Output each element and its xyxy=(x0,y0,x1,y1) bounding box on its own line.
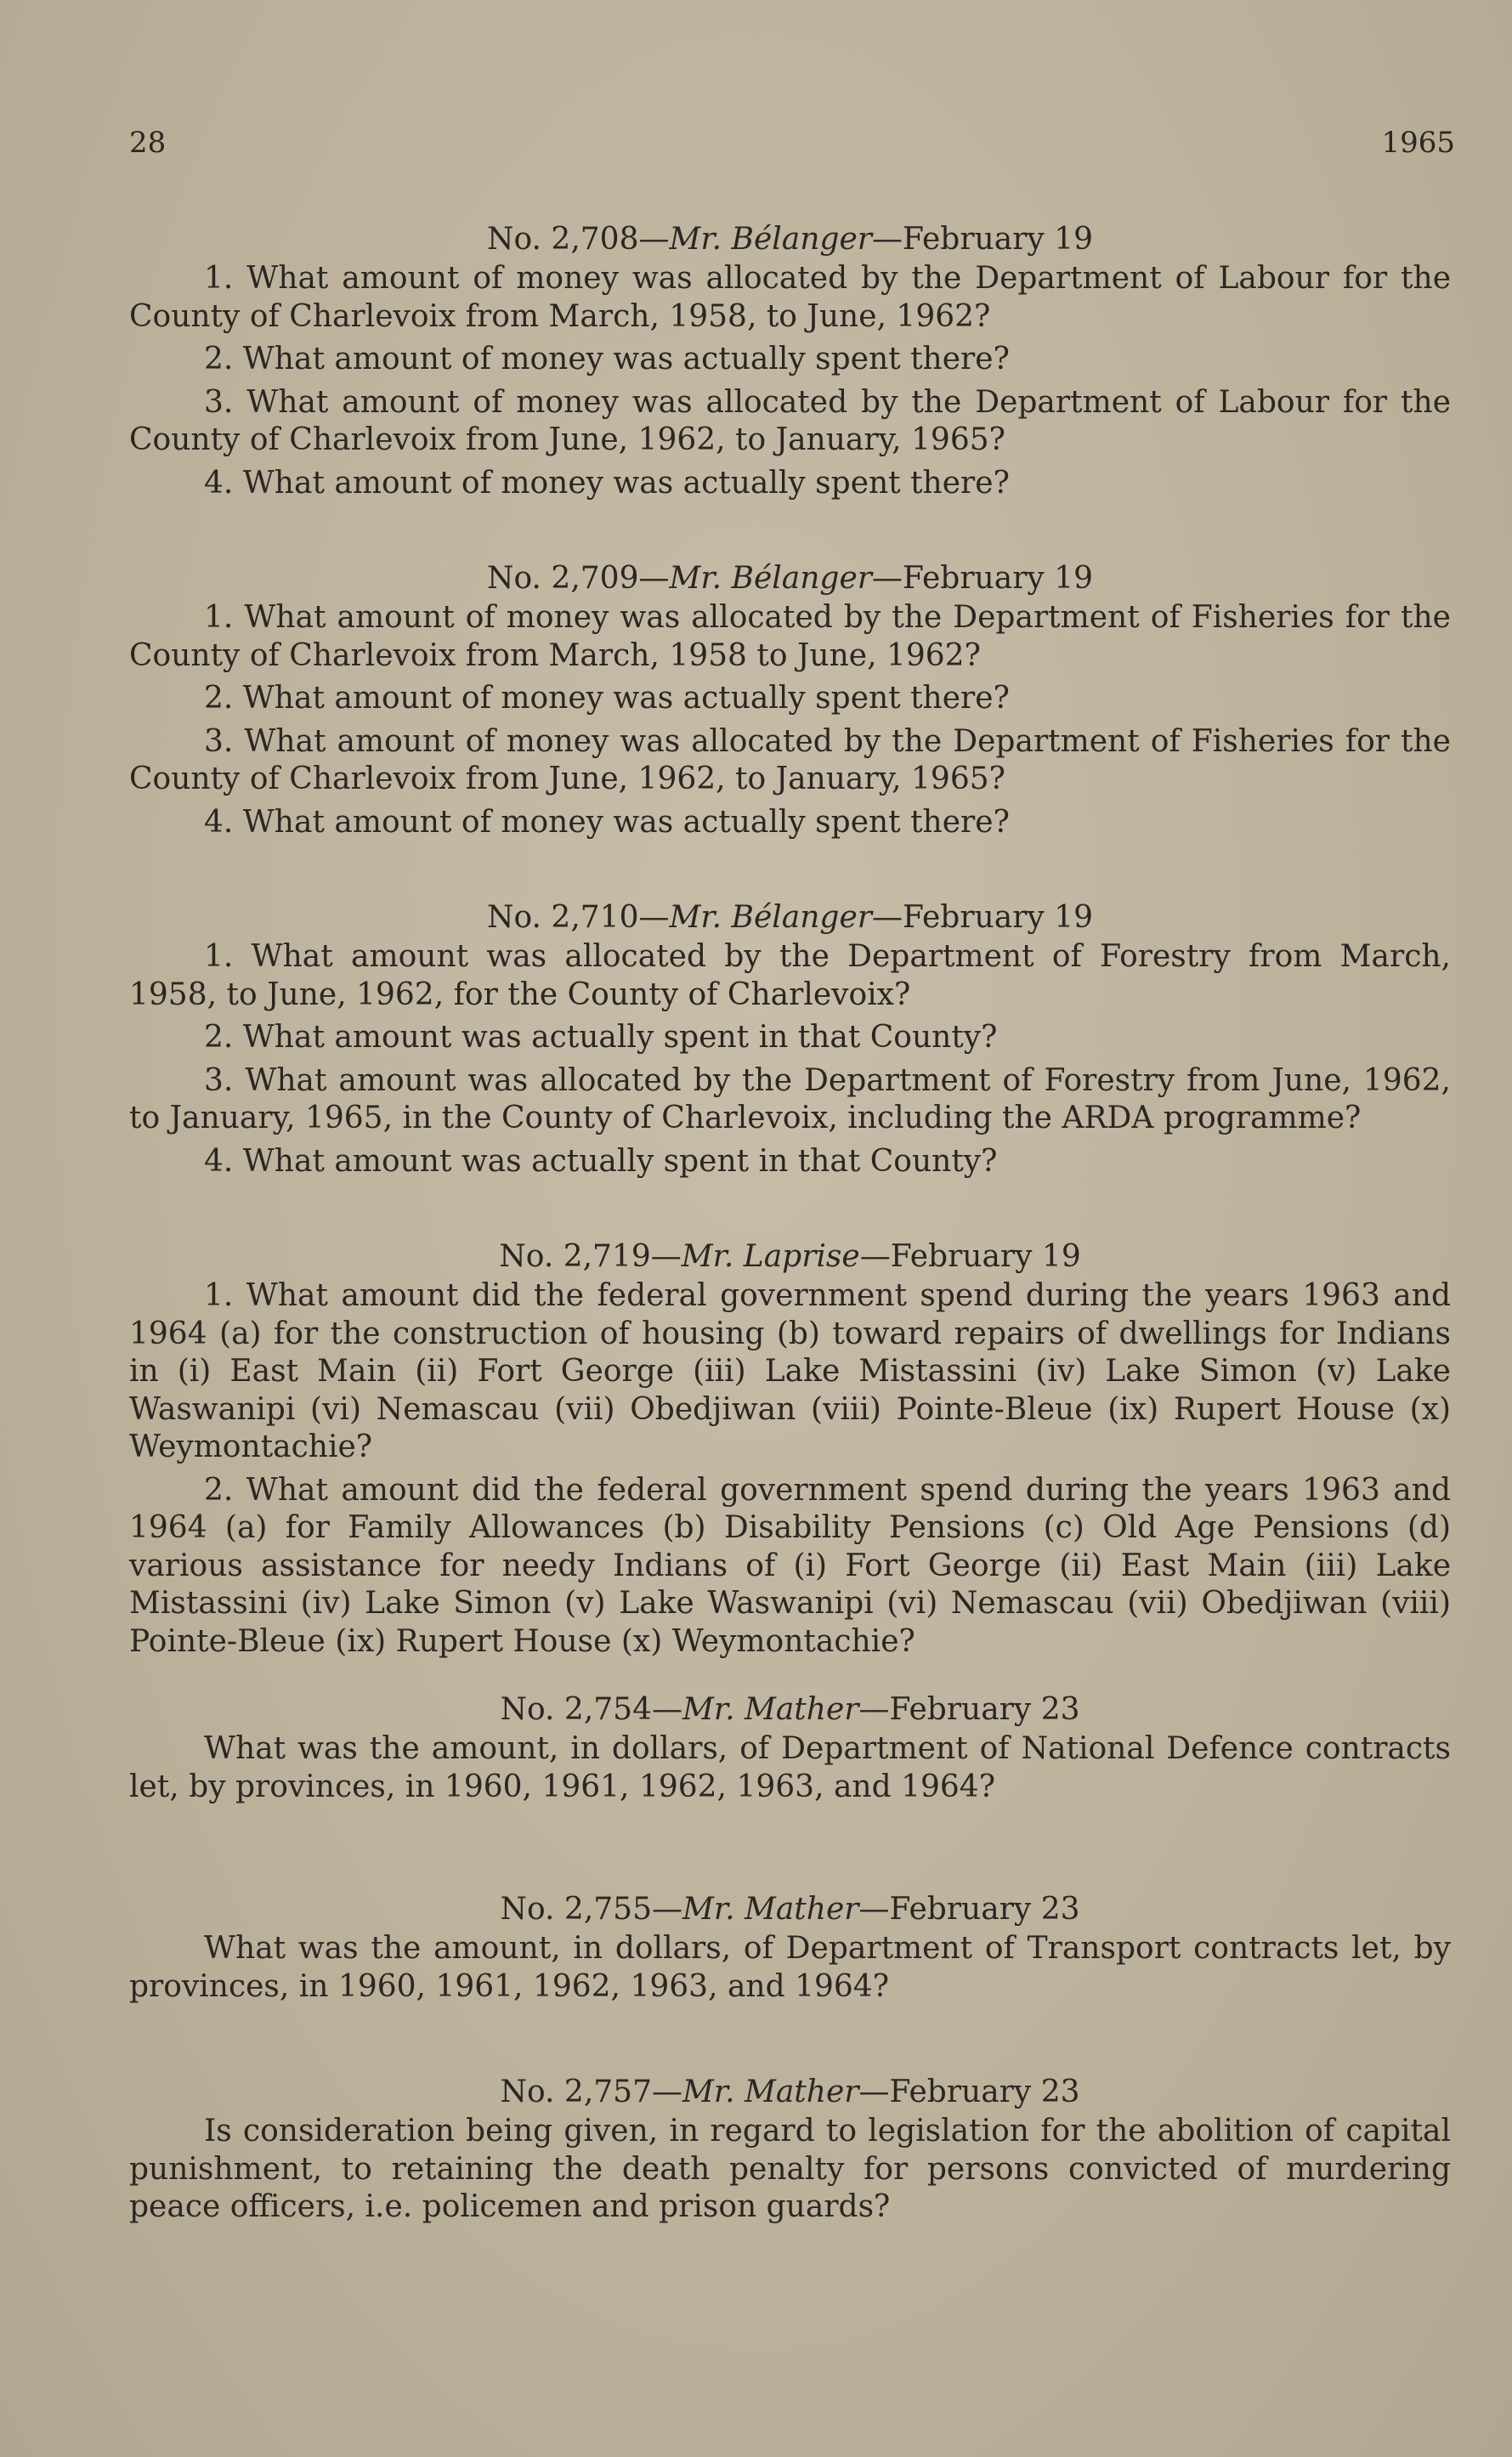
question-date: February 19 xyxy=(902,222,1093,257)
question-paragraph: 3. What amount was allocated by the Department of Forestry from June, 1962, to January, 1965, in the County of Charlevoix, including the ARDA programme? xyxy=(129,1062,1451,1135)
question-number: No. 2,757 xyxy=(500,2075,652,2109)
question-2757 xyxy=(129,2072,1451,2227)
question-member: Mr. Laprise xyxy=(681,1239,860,1274)
question-date: February 23 xyxy=(889,2075,1080,2109)
question-2755 xyxy=(129,1889,1451,2006)
question-number: No. 2,709 xyxy=(487,561,639,596)
question-paragraph: 2. What amount of money was actually spent there? xyxy=(204,681,1010,716)
question-date: February 19 xyxy=(902,900,1093,935)
question-date: February 23 xyxy=(889,1692,1080,1727)
question-number: No. 2,754 xyxy=(500,1692,652,1727)
question-2710 xyxy=(129,897,1451,1180)
question-number: No. 2,708 xyxy=(487,222,639,257)
question-heading: No. 2,708—Mr. Bélanger—February 19 xyxy=(487,222,1093,257)
question-date: February 23 xyxy=(889,1892,1080,1927)
question-paragraph: 4. What amount of money was actually spent there? xyxy=(204,465,1010,501)
page-header xyxy=(129,126,1455,163)
question-date: February 19 xyxy=(890,1239,1081,1274)
question-paragraph: 4. What amount of money was actually spent there? xyxy=(204,804,1010,840)
question-paragraph: What was the amount, in dollars, of Department of National Defence contracts let, by provinces, in 1960, 1961, 1962, 1963, and 1964? xyxy=(129,1731,1451,1804)
question-date: February 19 xyxy=(902,561,1093,596)
question-paragraph: 1. What amount was allocated by the Department of Forestry from March, 1958, to June, 1962, for the County of Charlevoix? xyxy=(129,939,1451,1012)
question-number: No. 2,719 xyxy=(499,1239,651,1274)
question-number: No. 2,710 xyxy=(487,900,639,935)
question-number: No. 2,755 xyxy=(500,1892,652,1927)
question-paragraph: 1. What amount of money was allocated by the Department of Labour for the County of Charlevoix from March, 1958, to June, 1962? xyxy=(129,261,1451,334)
question-member: Mr. Bélanger xyxy=(669,561,872,596)
question-heading: No. 2,719—Mr. Laprise—February 19 xyxy=(499,1239,1081,1274)
question-paragraph: 2. What amount was actually spent in that County? xyxy=(204,1020,998,1055)
question-2709 xyxy=(129,558,1451,841)
question-member: Mr. Mather xyxy=(682,2075,859,2109)
question-heading: No. 2,754—Mr. Mather—February 23 xyxy=(500,1692,1080,1727)
question-paragraph: 1. What amount of money was allocated by the Department of Fisheries for the County of Charlevoix from March, 1958 to June, 1962? xyxy=(129,600,1451,673)
question-heading: No. 2,709—Mr. Bélanger—February 19 xyxy=(487,561,1093,596)
question-member: Mr. Bélanger xyxy=(669,900,872,935)
document-page xyxy=(129,0,1455,2457)
question-member: Mr. Mather xyxy=(682,1692,859,1727)
question-paragraph: 2. What amount did the federal government spend during the years 1963 and 1964 (a) for Family Allowances (b) Disability Pensions (c) Old Age Pensions (d) various assistance for needy Indians of (i) Fort George (ii) East Main (iii) Lake Mistassini (iv) Lake Simon (v) Lake Waswanipi (vi) Nemascau (vii) Obedjiwan (viii) Pointe-Bleue (ix) Rupert House (x) Weymontachie? xyxy=(129,1472,1451,1659)
question-member: Mr. Bélanger xyxy=(669,222,872,257)
question-paragraph: 4. What amount was actually spent in that County? xyxy=(204,1143,998,1179)
question-paragraph: 1. What amount did the federal government spend during the years 1963 and 1964 (a) for the construction of housing (b) toward repairs of dwellings for Indians in (i) East Main (ii) Fort George (iii) Lake Mistassini (iv) Lake Simon (v) Lake Waswanipi (vi) Nemascau (vii) Obedjiwan (viii) Pointe-Bleue (ix) Rupert House (x) Weymontachie? xyxy=(129,1278,1451,1464)
question-heading: No. 2,755—Mr. Mather—February 23 xyxy=(500,1892,1080,1927)
questions-list xyxy=(129,219,1451,2232)
page-number: 28 xyxy=(129,126,167,160)
question-paragraph: 3. What amount of money was allocated by the Department of Fisheries for the County of Charlevoix from June, 1962, to January, 1965? xyxy=(129,723,1451,796)
question-paragraph: What was the amount, in dollars, of Department of Transport contracts let, by provinces, in 1960, 1961, 1962, 1963, and 1964? xyxy=(129,1931,1451,2004)
question-2708 xyxy=(129,219,1451,502)
header-year: 1965 xyxy=(1381,126,1455,160)
question-paragraph: 3. What amount of money was allocated by the Department of Labour for the County of Charlevoix from June, 1962, to January, 1965? xyxy=(129,384,1451,457)
question-2754 xyxy=(129,1690,1451,1806)
question-2719 xyxy=(129,1237,1451,1661)
question-paragraph: Is consideration being given, in regard to legislation for the abolition of capital punishment, to retaining the death penalty for persons convicted of murdering peace officers, i.e. policemen and prison guards? xyxy=(129,2114,1451,2224)
question-member: Mr. Mather xyxy=(682,1892,859,1927)
question-heading: No. 2,757—Mr. Mather—February 23 xyxy=(500,2075,1080,2109)
question-heading: No. 2,710—Mr. Bélanger—February 19 xyxy=(487,900,1093,935)
question-paragraph: 2. What amount of money was actually spent there? xyxy=(204,342,1010,376)
